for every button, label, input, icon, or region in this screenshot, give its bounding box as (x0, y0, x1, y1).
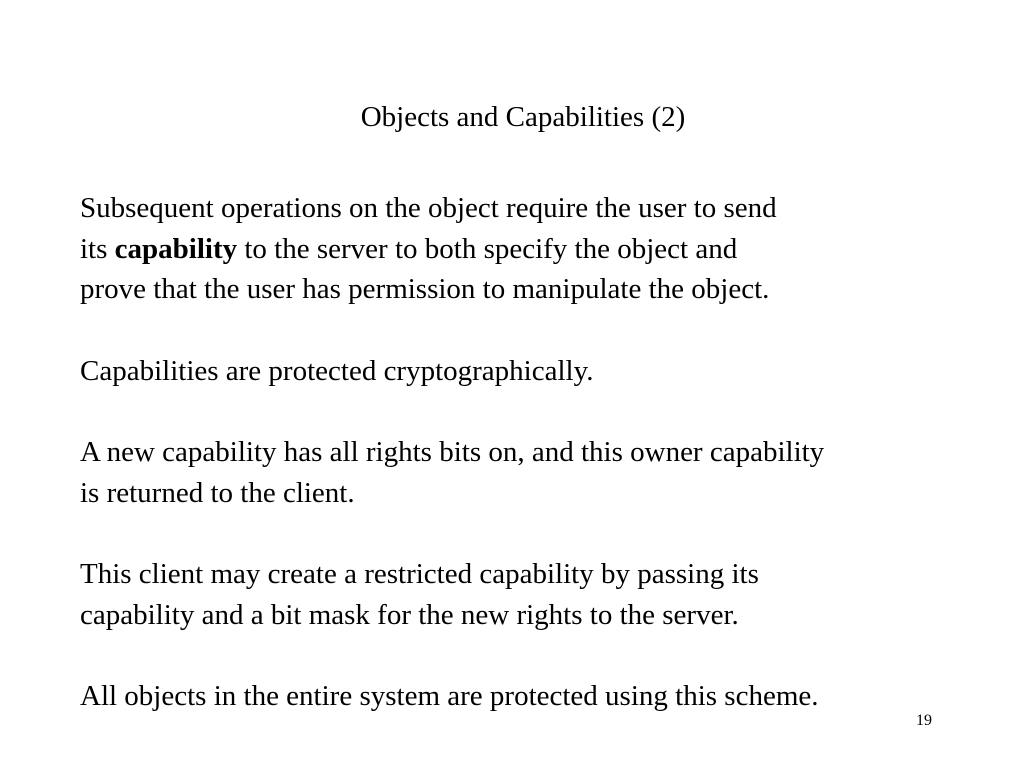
paragraph4-line1: This client may create a restricted capability by passing its (80, 558, 759, 590)
paragraph4-line2: capability and a bit mask for the new rights to the server. (80, 598, 739, 631)
capability-term: capability (114, 232, 238, 265)
paragraph1-line3: prove that the user has permission to manipulate the object. (80, 273, 770, 305)
paragraph5-line1: All objects in the entire system are protected using this scheme. (80, 680, 819, 712)
slide-body (80, 188, 980, 758)
paragraph3-line1: A new capability has all rights bits on, and this owner capability (80, 436, 825, 468)
paragraph-cryptographic-protection (80, 351, 980, 392)
slide-title: Objects and Capabilities (2) (360, 101, 686, 133)
paragraph1-line2-end: to the server to both specify the object and (237, 232, 738, 265)
page-number: 19 (916, 712, 932, 729)
paragraph-owner-capability (80, 432, 980, 513)
paragraph1-line1: Subsequent operations on the object require the user to send (80, 192, 777, 224)
paragraph1-line2-start: its (80, 232, 115, 265)
paragraph-restricted-capability (80, 554, 980, 635)
paragraph3-line2: is returned to the client. (80, 476, 355, 509)
paragraph2-line1: Capabilities are protected cryptographically. (80, 354, 594, 387)
paragraph1-line2 (80, 229, 980, 270)
paragraph-subsequent-operations (80, 188, 980, 310)
paragraph-protection-scheme (80, 676, 980, 717)
